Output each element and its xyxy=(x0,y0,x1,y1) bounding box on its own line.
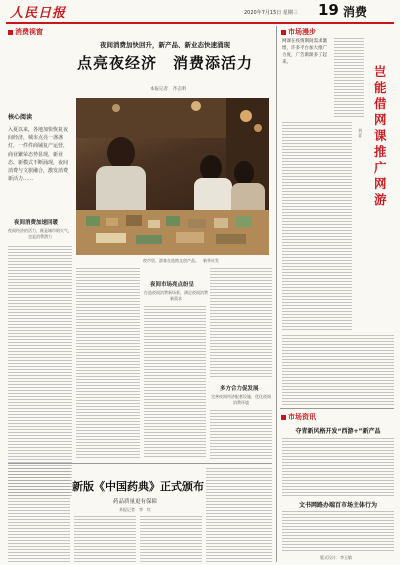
right-divider xyxy=(280,408,394,409)
news1-title: 夺青新风格开发“西游+”新产品 xyxy=(295,428,381,435)
column-divider xyxy=(276,26,277,562)
core-reading-label: 核心阅读 xyxy=(8,114,33,121)
subhead-1-sub: 夜间经济的活力，既是城市烟火气，也是消费潜力 xyxy=(8,228,72,239)
section-tag-consumer-window: 消费视窗 xyxy=(8,27,43,37)
news1-text xyxy=(282,438,394,496)
article-divider xyxy=(8,463,272,464)
issue-date: 2020年7月15日 星期三 xyxy=(244,10,298,16)
article2-text-col-3 xyxy=(140,516,202,562)
page-number: 19 xyxy=(318,1,339,19)
commentary-intro: 网课在疫情期间需求激增，许多平台加大推广力度，广告渐渐多了起来。 xyxy=(282,39,327,65)
tag-square-icon xyxy=(281,415,286,420)
body-text-col-4 xyxy=(210,268,272,378)
subhead-2: 夜间市场亮点纷呈 xyxy=(150,282,195,288)
commentary-text-a xyxy=(334,38,364,118)
section-name: 消费 xyxy=(343,5,368,19)
tag-square-icon xyxy=(281,30,286,35)
byline: 本报记者 齐志明 xyxy=(150,87,186,92)
commentary-byline: 刘 菲 xyxy=(358,128,366,138)
commentary-title: 岂能借网课推广网游 xyxy=(374,64,387,207)
subhead-2-sub: 打造夜间消费新场景，满足夜间消费新需求 xyxy=(144,290,208,301)
commentary-text-c xyxy=(282,335,394,405)
section-tag-market-news: 市场资讯 xyxy=(281,412,316,422)
masthead-rule xyxy=(6,22,394,24)
photo-caption: 夜市里，游客在选购文创产品。 新华社发 xyxy=(143,258,219,263)
article2-text-col-4 xyxy=(206,468,272,562)
body-text-col-2 xyxy=(76,268,140,458)
body-text-col-5 xyxy=(210,410,272,460)
article2-text-col-2 xyxy=(74,516,136,562)
subhead-3: 多方合力促发展 xyxy=(220,386,259,392)
newspaper-logo: 人民日报 xyxy=(10,6,67,21)
news2-title: 文书网路办端百市场主体行为 xyxy=(298,502,377,509)
masthead xyxy=(0,0,400,22)
core-reading-box xyxy=(8,112,70,202)
headline-kicker: 夜间消费加快回升，新产品、新业态快速涌现 xyxy=(100,41,230,49)
layout-credit: 版式设计：李玉敏 xyxy=(320,555,352,560)
tag-square-icon xyxy=(8,30,13,35)
subhead-3-sub: 完善夜间经济配套设施，优化夜间消费环境 xyxy=(211,394,271,405)
core-reading-text: 入夏以来，各地加快恢复夜间经济，城市点亮一盏盏灯，一件件商铺复产运营，商业繁荣态势显现，新业态、新模式不断涌现，夜间消费与文旅融合，激发消费新活力…… xyxy=(8,127,69,183)
body-text-col-3 xyxy=(144,306,206,458)
photo-scene xyxy=(76,98,269,255)
commentary-text-b xyxy=(282,122,352,332)
article2-title: 新版《中国药典》正式颁布 xyxy=(72,480,204,493)
night-market-photo xyxy=(76,98,269,255)
news2-text xyxy=(282,511,394,551)
headline-main: 点亮夜经济 消费添活力 xyxy=(76,54,253,72)
subhead-1: 夜间消费加速回暖 xyxy=(14,220,59,226)
body-text-col-1 xyxy=(8,246,72,496)
article2-byline: 本报记者 李 红 xyxy=(119,507,151,512)
article2-subtitle: 药品质量更有保障 xyxy=(112,499,157,505)
section-tag-market-stroll: 市场漫步 xyxy=(281,27,316,37)
